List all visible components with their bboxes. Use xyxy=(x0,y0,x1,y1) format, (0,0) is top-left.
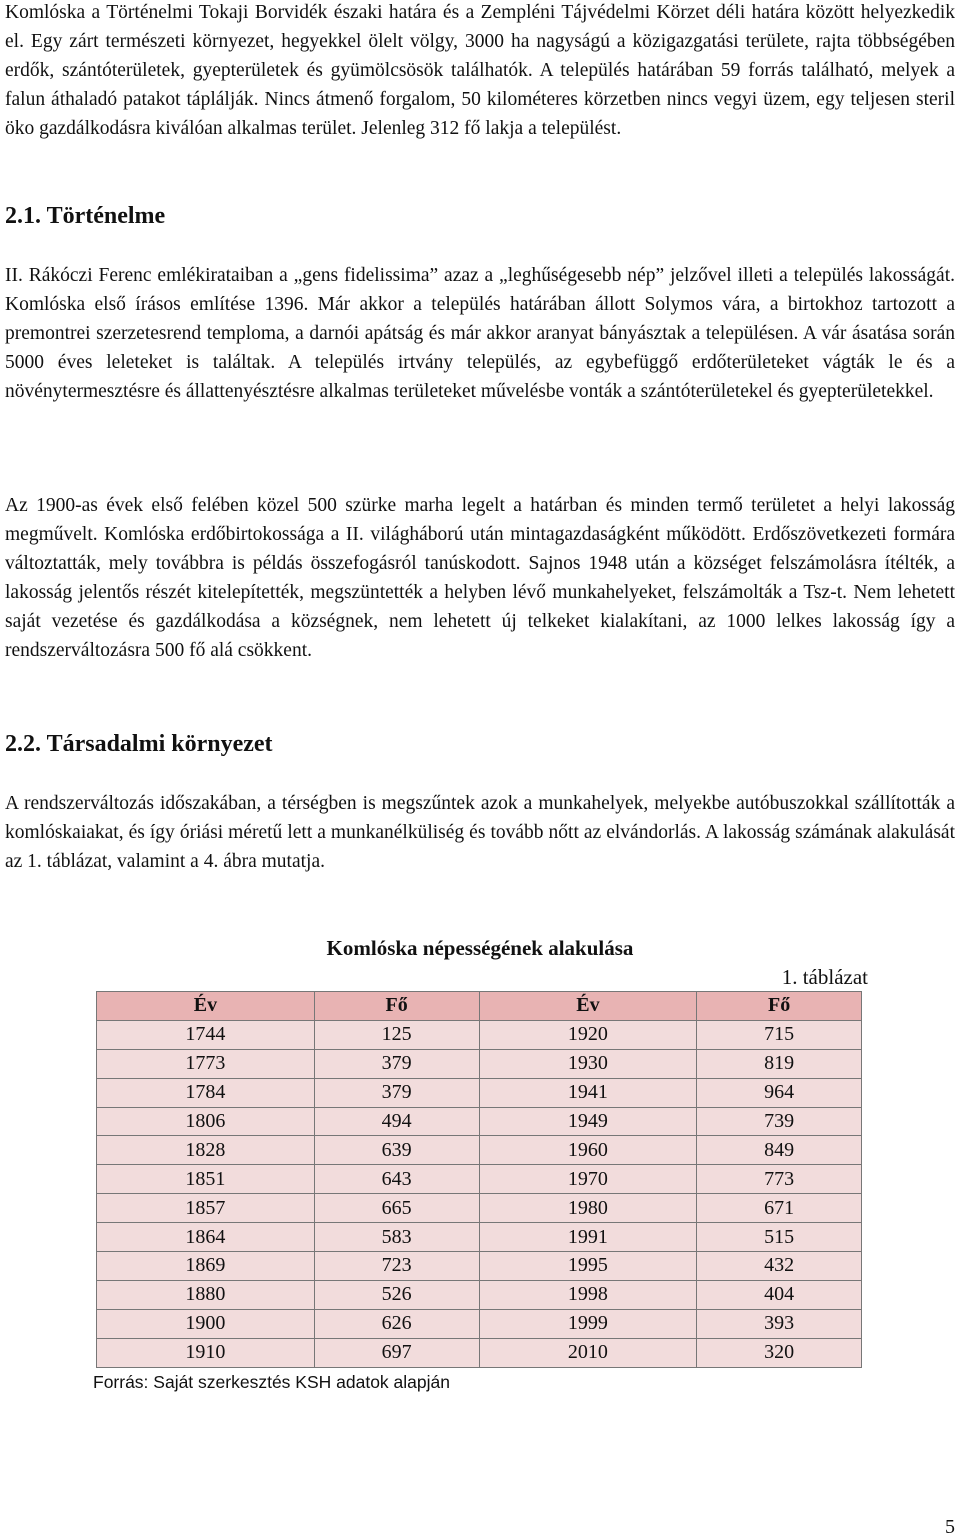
table-row xyxy=(97,1309,862,1338)
paragraph-20th-century: Az 1900-as évek első felében közel 500 szürke marha legelt a határban és minden termő területet a helyi lakosság megművelt. Komlóska erdőbirtokossága a II. világháború után mintagazdaságként működött. Erdőszövetkezeti formára változtatták, mely továbbra is példás összefogásról tanúskodott. Sajnos 1948 után a községet felszámolásra ítélték, a lakosság jelentős részét kitelepítették, megszüntették a helyben lévő munkahelyeket, felszámolták a Tsz-t. Nem lehetett saját vezetése és gazdálkodása a községnek, nem lehetett új telkeket kialakítani, az 1000 lelkes lakosság így a rendszerváltozásra 500 fő alá csökkent. xyxy=(5,495,955,661)
heading-tortenelme: 2.1. Történelme xyxy=(5,203,166,229)
table-cell-people: 379 xyxy=(314,1078,479,1107)
table-cell-people: 671 xyxy=(697,1194,862,1223)
table-cell-people: 583 xyxy=(314,1223,479,1252)
table-cell-year: 1851 xyxy=(97,1165,315,1194)
table-cell-year: 1995 xyxy=(479,1252,697,1281)
table-row xyxy=(97,1223,862,1252)
header-cell-people: Fő xyxy=(314,992,479,1021)
table-header-row xyxy=(97,992,862,1021)
paragraph-social: A rendszerváltozás időszakában, a térségben is megszűntek azok a munkahelyek, melyekbe autóbuszokkal szállították a komlóskaiakat, és így óriási méretű lett a munkanélküliség és tovább nőtt az elvándorlás. A lakosság számának alakulását az 1. táblázat, valamint a 4. ábra mutatja. xyxy=(5,793,955,872)
table-cell-people: 125 xyxy=(314,1020,479,1049)
table-cell-people: 526 xyxy=(314,1280,479,1309)
table-label: 1. táblázat xyxy=(781,965,868,989)
table-cell-people: 739 xyxy=(697,1107,862,1136)
table-cell-year: 1857 xyxy=(97,1194,315,1223)
table-cell-people: 643 xyxy=(314,1165,479,1194)
table-title: Komlóska népességének alakulása xyxy=(326,936,634,960)
table-cell-people: 964 xyxy=(697,1078,862,1107)
table-row xyxy=(97,1338,862,1367)
table-cell-people: 819 xyxy=(697,1049,862,1078)
table-cell-people: 494 xyxy=(314,1107,479,1136)
table-cell-year: 1998 xyxy=(479,1280,697,1309)
table-cell-year: 1880 xyxy=(97,1280,315,1309)
table-cell-year: 1828 xyxy=(97,1136,315,1165)
table-cell-people: 715 xyxy=(697,1020,862,1049)
table-cell-people: 639 xyxy=(314,1136,479,1165)
table-cell-people: 432 xyxy=(697,1252,862,1281)
header-cell-year: Év xyxy=(479,992,697,1021)
table-body xyxy=(97,1020,862,1367)
table-row xyxy=(97,1136,862,1165)
table-row xyxy=(97,1165,862,1194)
table-cell-year: 1806 xyxy=(97,1107,315,1136)
table-row xyxy=(97,1252,862,1281)
table-cell-people: 515 xyxy=(697,1223,862,1252)
table-cell-year: 1864 xyxy=(97,1223,315,1252)
table-row xyxy=(97,1049,862,1078)
header-cell-people: Fő xyxy=(697,992,862,1021)
table-cell-year: 1784 xyxy=(97,1078,315,1107)
population-table xyxy=(96,991,862,1368)
table-cell-year: 1930 xyxy=(479,1049,697,1078)
table-cell-year: 1941 xyxy=(479,1078,697,1107)
table-cell-people: 379 xyxy=(314,1049,479,1078)
table-cell-year: 1991 xyxy=(479,1223,697,1252)
table-cell-year: 2010 xyxy=(479,1338,697,1367)
table-cell-people: 697 xyxy=(314,1338,479,1367)
table-cell-people: 404 xyxy=(697,1280,862,1309)
table-cell-year: 1920 xyxy=(479,1020,697,1049)
table-cell-year: 1869 xyxy=(97,1252,315,1281)
table-cell-people: 320 xyxy=(697,1338,862,1367)
heading-tarsadalmi-kornyezet: 2.2. Társadalmi környezet xyxy=(5,731,273,757)
table-cell-people: 849 xyxy=(697,1136,862,1165)
table-cell-year: 1970 xyxy=(479,1165,697,1194)
table-row xyxy=(97,1020,862,1049)
table-cell-year: 1980 xyxy=(479,1194,697,1223)
table-cell-people: 626 xyxy=(314,1309,479,1338)
table-cell-year: 1744 xyxy=(97,1020,315,1049)
header-cell-year: Év xyxy=(97,992,315,1021)
table-cell-people: 393 xyxy=(697,1309,862,1338)
table-cell-year: 1900 xyxy=(97,1309,315,1338)
table-row xyxy=(97,1078,862,1107)
table-row xyxy=(97,1107,862,1136)
table-source: Forrás: Saját szerkesztés KSH adatok alapján xyxy=(93,1372,450,1392)
table-cell-people: 723 xyxy=(314,1252,479,1281)
paragraph-history: II. Rákóczi Ferenc emlékirataiban a „gens fidelissima” azaz a „leghűségesebb nép” jelzővel illeti a település lakosságát. Komlóska első írásos említése 1396. Már akkor a település határában állott Solymos vára, a birtokhoz tartozott a premontrei szerzetesrend temploma, a darnói apátság és már akkor aranyat bányásztak a településen. A vár ásatása során 5000 éves leleteket is találtak. A település irtvány település, az egybefüggő erdőterületeket vágták le és a növénytermesztésre és állattenyésztésre alkalmas területeket művelésbe vonták a szántóterületekel és gyepterületekkel. xyxy=(5,265,955,402)
page-number: 5 xyxy=(945,1516,955,1538)
table-cell-year: 1999 xyxy=(479,1309,697,1338)
table-cell-year: 1960 xyxy=(479,1136,697,1165)
table-row xyxy=(97,1194,862,1223)
paragraph-intro: Komlóska a Történelmi Tokaji Borvidék északi határa és a Zempléni Tájvédelmi Körzet déli határa között helyezkedik el. Egy zárt természeti környezet, hegyekkel ölelt völgy, 3000 ha nagyságú a közigazgatási területe, rajta többségében erdők, szántóterületek, gyepterületek és gyümölcsösök találhatók. A település határában 59 forrás található, melyek a falun áthaladó patakot táplálják. Nincs átmenő forgalom, 50 kilométeres körzetben nincs vegyi üzem, egy teljesen steril öko gazdálkodásra kiválóan alkalmas terület. Jelenleg 312 fő lakja a települést. xyxy=(5,2,955,139)
table-cell-year: 1773 xyxy=(97,1049,315,1078)
table-cell-people: 773 xyxy=(697,1165,862,1194)
table-cell-people: 665 xyxy=(314,1194,479,1223)
table-row xyxy=(97,1280,862,1309)
table-cell-year: 1910 xyxy=(97,1338,315,1367)
table-cell-year: 1949 xyxy=(479,1107,697,1136)
